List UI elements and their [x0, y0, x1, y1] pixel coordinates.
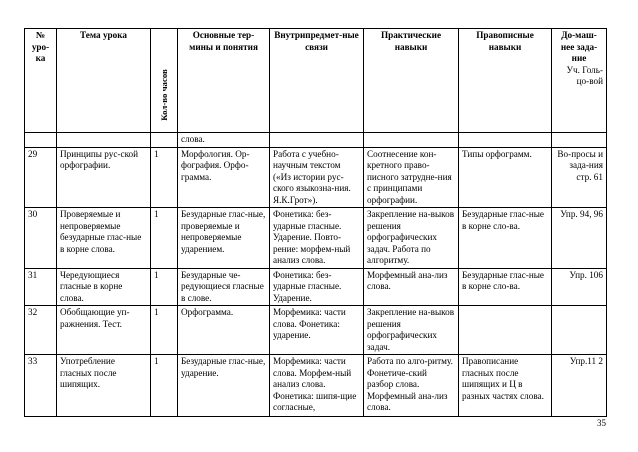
topic-cell: Употребление гласных после шипящих. — [57, 355, 151, 417]
terms-cell: Безударные глас-ные, ударение. — [178, 355, 270, 417]
spelling-cell: Правописание гласных после шипящих и Ц в разных частях слова. — [459, 355, 552, 417]
header-hours-label: Кол-во часов — [159, 69, 169, 121]
terms-cell: Безударные глас-ные, проверяемые и непроверяемые ударением. — [178, 208, 270, 269]
links-cell: Фонетика: без-ударные гласные. Ударение. — [270, 268, 364, 306]
continuation-terms-cell: слова. — [178, 133, 270, 148]
links-cell: Фонетика: без-ударные гласные. Ударение. Повто-рение: морфем-ный анализ слова. — [270, 208, 364, 269]
spelling-cell: Типы орфограмм. — [459, 147, 552, 208]
header-lesson-number: № уро-ка — [25, 29, 57, 133]
table-row — [25, 147, 607, 208]
links-cell: Работа с учебно-научным текстом («Из истории рус-ского языкозна-ния. Я.К.Грот»). — [270, 147, 364, 208]
skills-cell: Закрепление на-выков решения орфографических задач. Работа по алгоритму. — [364, 208, 459, 269]
header-internal-links: Внутрипредмет-ные связи — [270, 29, 364, 133]
table-row — [25, 208, 607, 269]
lesson-number-cell: 32 — [25, 306, 57, 355]
lesson-plan-table — [24, 28, 607, 417]
homework-cell: Упр. 106 — [552, 268, 607, 306]
header-hours — [151, 29, 178, 133]
page-number: 35 — [597, 418, 606, 428]
spelling-cell — [459, 306, 552, 355]
table-row — [25, 306, 607, 355]
topic-cell: Проверяемые и непроверяемые безударные глас-ные в корне слова. — [57, 208, 151, 269]
spelling-cell: Безударные глас-ные в корне сло-ва. — [459, 208, 552, 269]
continuation-row — [25, 133, 607, 148]
homework-cell — [552, 306, 607, 355]
skills-cell: Работа по алго-ритму. Фонетиче-ский разбор слова. Морфемный ана-лиз слова. — [364, 355, 459, 417]
skills-cell: Морфемный ана-лиз слова. — [364, 268, 459, 306]
homework-cell: Упр. 94, 96 — [552, 208, 607, 269]
header-homework-label: До-маш-нее зада-ние — [560, 30, 598, 63]
table-row — [25, 268, 607, 306]
header-practical-skills: Практические навыки — [364, 29, 459, 133]
links-cell: Морфемика: части слова. Фонетика: ударение. — [270, 306, 364, 355]
header-spelling-skills: Правописные навыки — [459, 29, 552, 133]
skills-cell: Соотнесение кон-кретного право-писного затрудне-ния с принципами орфографии. — [364, 147, 459, 208]
lesson-number-cell: 30 — [25, 208, 57, 269]
header-terms: Основные тер-мины и понятия — [178, 29, 270, 133]
terms-cell: Орфограмма. — [178, 306, 270, 355]
homework-cell: Во-просы и зада-ния стр. 61 — [552, 147, 607, 208]
links-cell: Морфемика: части слова. Морфем-ный анализ слова. Фонетика: шипя-щие согласные, — [270, 355, 364, 417]
topic-cell: Чередующиеся гласные в корне слова. — [57, 268, 151, 306]
header-topic: Тема урока — [57, 29, 151, 133]
table-row — [25, 355, 607, 417]
lesson-number-cell: 29 — [25, 147, 57, 208]
header-row — [25, 29, 607, 133]
topic-cell: Обобщающие уп-ражнения. Тест. — [57, 306, 151, 355]
homework-cell: Упр.11 2 — [552, 355, 607, 417]
hours-cell: 1 — [151, 306, 178, 355]
hours-cell: 1 — [151, 355, 178, 417]
hours-cell: 1 — [151, 208, 178, 269]
hours-cell: 1 — [151, 147, 178, 208]
lesson-number-cell: 31 — [25, 268, 57, 306]
terms-cell: Морфология. Ор-фография. Орфо-грамма. — [178, 147, 270, 208]
skills-cell: Закрепление на-выков решения орфографических задач. — [364, 306, 459, 355]
spelling-cell: Безударные глас-ные в корне сло-ва. — [459, 268, 552, 306]
terms-cell: Безударные че-редующиеся гласные в слове. — [178, 268, 270, 306]
lesson-number-cell: 33 — [25, 355, 57, 417]
hours-cell: 1 — [151, 268, 178, 306]
header-homework — [552, 29, 607, 133]
header-homework-note: Уч. Голь-цо-вой — [566, 64, 603, 86]
topic-cell: Принципы рус-ской орфографии. — [57, 147, 151, 208]
